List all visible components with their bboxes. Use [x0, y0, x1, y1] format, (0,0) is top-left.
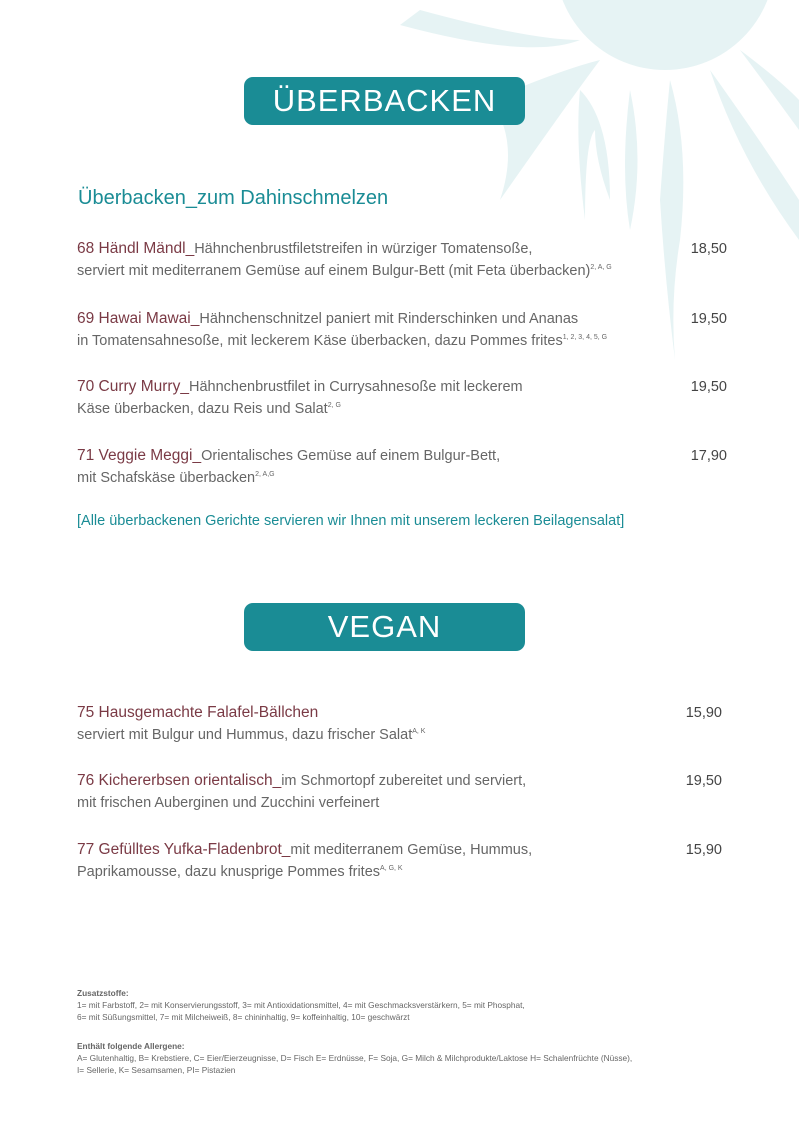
dish-price: 19,50	[690, 311, 727, 327]
allergens-line: I= Sellerie, K= Sesamsamen, PI= Pistazien	[77, 1065, 236, 1075]
dish-description-2: mit frischen Auberginen und Zucchini verfeinert	[77, 795, 380, 811]
additives-line: 1= mit Farbstoff, 2= mit Konservierungsstoff, 3= mit Antioxidationsmittel, 4= mit Geschmacksverstärkern, 5= mit Phosphat,	[77, 1000, 525, 1010]
menu-item	[77, 445, 727, 489]
dish-description-2: Paprikamousse, dazu knusprige Pommes frites	[77, 864, 381, 880]
sun-decoration-icon	[380, 0, 799, 420]
dish-description: Orientalisches Gemüse auf einem Bulgur-Bett,	[201, 448, 501, 464]
dish-price: 19,50	[690, 379, 727, 395]
allergens-line: A= Glutenhaltig, B= Krebstiere, C= Eier/Eierzeugnisse, D= Fisch E= Erdnüsse, F= Soja, G= Milch & Milchprodukte/Laktose H= Schalenfrüchte (Nüsse),	[77, 1053, 633, 1063]
dish-price: 18,50	[690, 241, 727, 257]
additives-title: Zusatzstoffe:	[77, 988, 129, 998]
allergen-codes: 2, G	[327, 402, 341, 409]
dish-price: 19,50	[685, 773, 722, 789]
section-banner-ueberbacken: ÜBERBACKEN	[244, 77, 525, 125]
section-subtitle: Überbacken_zum Dahinschmelzen	[78, 187, 389, 209]
dish-description-2: in Tomatensahnesoße, mit leckerem Käse überbacken, dazu Pommes frites	[77, 333, 563, 349]
allergens-title: Enthält folgende Allergene:	[77, 1041, 185, 1051]
additives-legend	[77, 987, 737, 1023]
menu-item	[77, 770, 727, 814]
dish-description-2: serviert mit mediterranem Gemüse auf einem Bulgur-Bett (mit Feta überbacken)	[77, 263, 591, 279]
dish-name: 70 Curry Murry_	[77, 378, 189, 395]
dish-description: im Schmortopf zubereitet und serviert,	[281, 773, 527, 789]
dish-price: 15,90	[685, 705, 722, 721]
dish-description: Hähnchenbrustfilet in Currysahnesoße mit leckerem	[188, 379, 523, 395]
allergen-codes: 2, A, G	[590, 264, 612, 271]
dish-description-2: serviert mit Bulgur und Hummus, dazu frischer Salat	[77, 727, 413, 743]
dish-description: mit mediterranem Gemüse, Hummus,	[290, 842, 533, 858]
menu-item	[77, 238, 727, 282]
dish-description-2: Käse überbacken, dazu Reis und Salat	[77, 401, 328, 417]
allergens-legend	[77, 1040, 737, 1076]
dish-description: Hähnchenbrustfiletstreifen in würziger Tomatensoße,	[194, 241, 533, 257]
allergen-codes: 1, 2, 3, 4, 5, G	[562, 334, 608, 341]
dish-price: 15,90	[685, 842, 722, 858]
dish-name: 69 Hawai Mawai_	[77, 310, 200, 327]
section-banner-vegan: VEGAN	[244, 603, 525, 651]
menu-item	[77, 839, 727, 883]
dish-price: 17,90	[690, 448, 727, 464]
dish-name: 77 Gefülltes Yufka-Fladenbrot_	[77, 841, 291, 858]
menu-item	[77, 376, 727, 420]
additives-line: 6= mit Süßungsmittel, 7= mit Milcheiweiß, 8= chininhaltig, 9= koffeinhaltig, 10= geschwärzt	[77, 1012, 410, 1022]
allergen-codes: A, G, K	[380, 865, 403, 872]
dish-description-2: mit Schafskäse überbacken	[77, 470, 256, 486]
side-salad-note: [Alle überbackenen Gerichte servieren wir Ihnen mit unserem leckeren Beilagensalat]	[77, 513, 625, 529]
dish-name: 68 Händl Mändl_	[77, 240, 195, 257]
menu-item	[77, 702, 727, 746]
dish-description: Hähnchenschnitzel paniert mit Rinderschinken und Ananas	[199, 311, 579, 327]
dish-name: 71 Veggie Meggi_	[77, 447, 202, 464]
allergen-codes: A, K	[412, 728, 426, 735]
menu-item	[77, 308, 727, 352]
dish-name: 76 Kichererbsen orientalisch_	[77, 772, 282, 789]
allergen-codes: 2, A,G	[255, 471, 275, 478]
dish-name: 75 Hausgemachte Falafel-Bällchen	[77, 704, 319, 721]
